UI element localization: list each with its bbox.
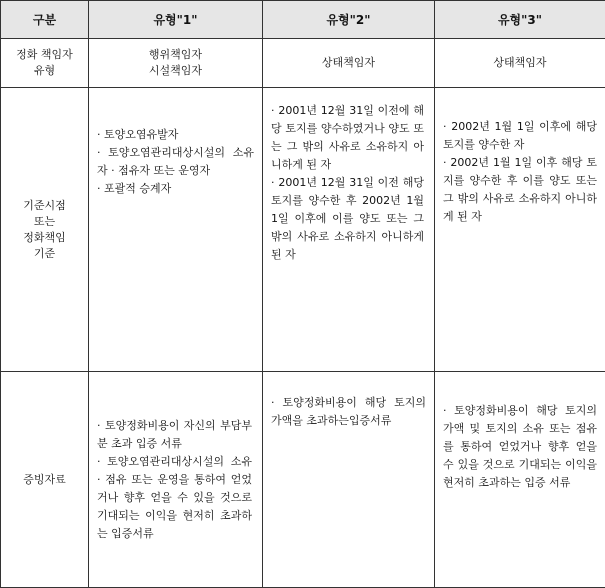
type2-evidence-cell [263,372,435,588]
basis-row [1,88,605,372]
row-label-line: 정화 책임자 [1,47,88,63]
row-label-line: 유형 [1,63,88,79]
list-item: · 토양정화비용이 해당 토지의 가액 및 토지의 소유 또는 점유를 통하여 얻었거나 향후 얻을 수 있을 것으로 기대되는 이익을 현저히 초과하는 입증 서류 [443,402,597,492]
header-type-1: 유형"1" [89,1,263,39]
list-item: · 토양오염유발자 [97,126,254,144]
row-label-line: 정화책임 [1,230,88,246]
type1-evidence-cell [89,372,263,588]
header-type-3: 유형"3" [435,1,605,39]
row-label-line: 또는 [1,214,88,230]
header-row [1,1,605,39]
list-item: · 토양정화비용이 자신의 부담부분 초과 입증 서류 [97,417,252,453]
row-label-line: 기준 [1,246,88,262]
type3-liable-party: 상태책임자 [435,39,605,88]
list-item: · 2001년 12월 31일 이전 해당 토지를 양수한 후 2002년 1월 1일 이후에 이를 양도 또는 그 밖의 사유로 소유하지 아니하게 된 자 [271,174,424,264]
type2-liable-party: 상태책임자 [263,39,435,88]
header-type-2: 유형"2" [263,1,435,39]
row-label-evidence: 증빙자료 [1,372,89,588]
list-item: · 2002년 1월 1일 이후 해당 토지를 양수한 후 이를 양도 또는 그 밖의 사유로 소유하지 아니하게 된 자 [443,154,597,226]
liable-party-name: 행위책임자 [89,47,262,63]
type3-basis-cell [435,88,605,372]
row-label-basis [1,88,89,372]
list-item: · 토양오염관리대상시설의 소유 · 점유 또는 운영을 통하여 얻었거나 향후 얻을 수 있을 것으로 기대되는 이익을 현저히 초과하는 입증서류 [97,453,252,543]
evidence-row [1,372,605,588]
list-item: · 2001년 12월 31일 이전에 해당 토지를 양수하였거나 양도 또는 그 밖의 사유로 소유하지 아니하게 된 자 [271,102,424,174]
type1-liable-party [89,39,263,88]
type2-basis-cell [263,88,435,372]
row-label-liable-party-type [1,39,89,88]
list-item: · 토양정화비용이 해당 토지의 가액을 초과하는입증서류 [271,394,426,430]
row-label-line: 기준시점 [1,198,88,214]
liable-party-name: 시설책임자 [89,63,262,79]
liable-party-type-row [1,39,605,88]
type1-basis-cell [89,88,263,372]
list-item: · 포괄적 승계자 [97,180,254,198]
header-category: 구분 [1,1,89,39]
list-item: · 2002년 1월 1일 이후에 해당 토지를 양수한 자 [443,118,597,154]
type3-evidence-cell [435,372,605,588]
list-item: · 토양오염관리대상시설의 소유자 · 점유자 또는 운영자 [97,144,254,180]
